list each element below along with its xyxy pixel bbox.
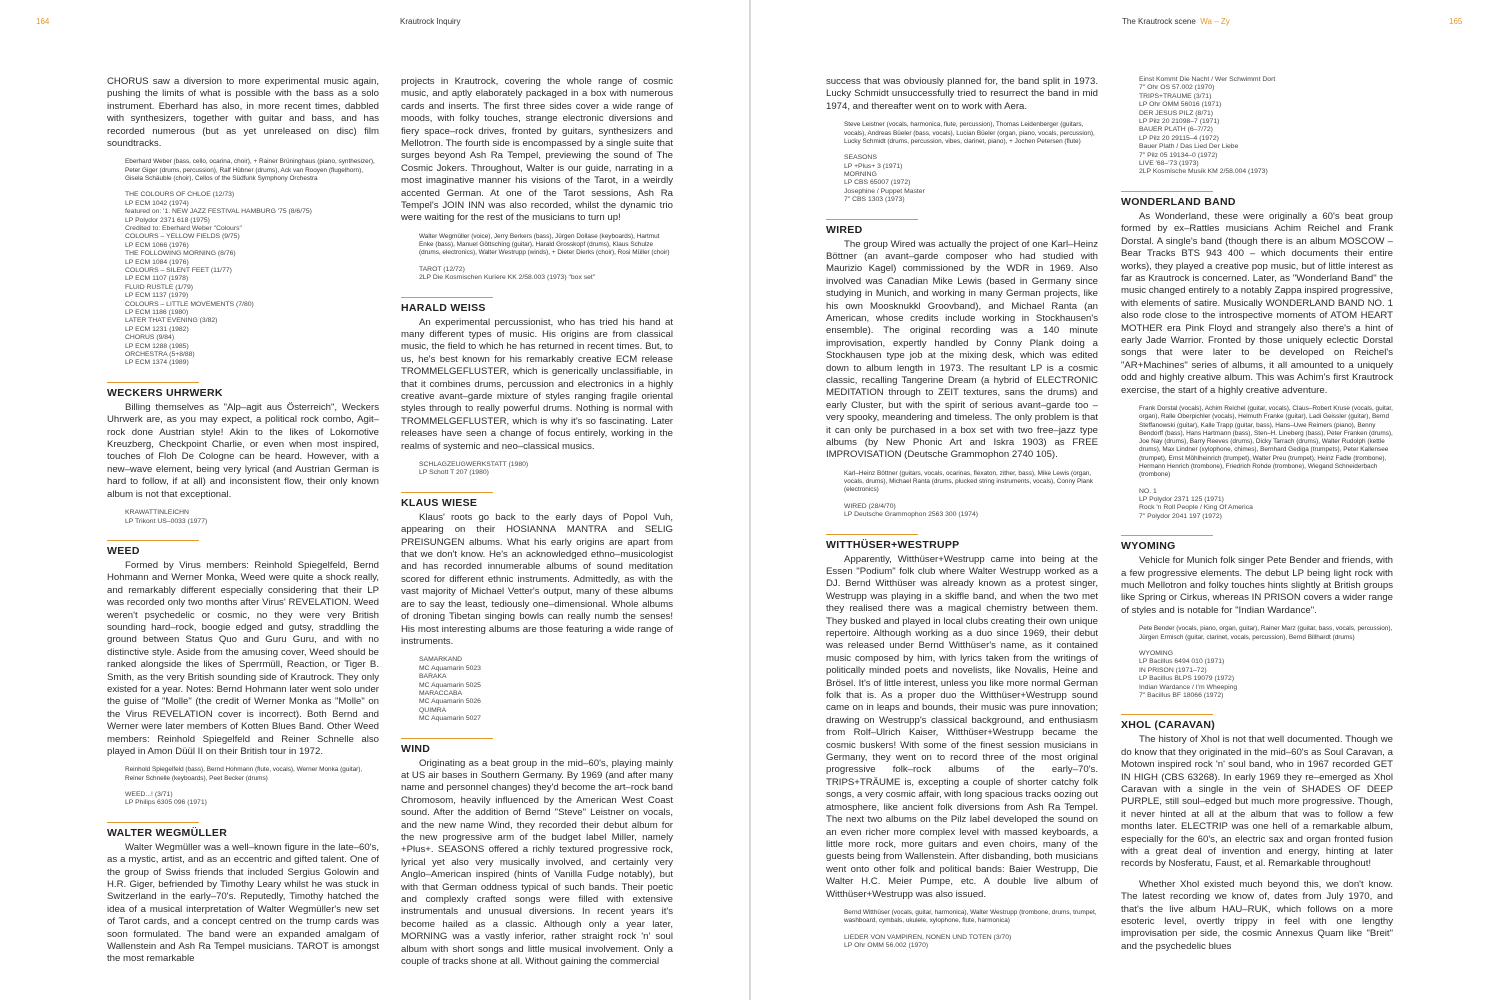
credits: Bernd Witthüser (vocals, guitar, harmonica), Walter Westrupp (trombone, drums, trumpet, washboard, cymbals, ukulele, xylophone, flute, harmonica) bbox=[844, 908, 1097, 925]
discography-line: LP +Plus+ 3 (1971) bbox=[844, 162, 903, 170]
left-page bbox=[0, 0, 749, 1000]
credits: Frank Dorstal (vocals), Achim Reichel (guitar, vocals), Claus–Robert Kruse (vocals, guitar, organ), Ralle Oberpichler (vocals), Helmuth Franke (guitar), Ladi Geissler (guitar), Bernd Steffanowski (guitar), Kalle Trapp (guitar, bass), Hans–Uwe Reimers (piano), Benny Bendorff (bass), Hans Hartmann (bass), Sten–H. Lineberg (bass), Peter Franken (drums), Joe Nay (drums), Barry Reeves (drums), Dicky Tarrach (drums), Walter Rudolph (kettle drums), Max Lindner (xylophone, chimes), Bernhard Gediga (trumpets), Peter Kallensee (trumpet), Ernst Möhlheinrich (trumpet), Walter Preu (trumpet), Heinz Fadle (trombone), Hermann Henrich (trombone), Friedrich Rohde (trombone), Wiegand Schneiderbach (trombone) bbox=[1139, 404, 1393, 479]
page-number-left: 164 bbox=[36, 17, 50, 26]
paragraph: An experimental percussionist, who has tried his hand at many different types of music. His origins are from classical music, the field to which he has returned in recent times. But, to us, he's best known for his remarkably creative ECM release TROMMELGEFLUSTER, which is generically unclassifiable, in that it combines drums, percussion and electronics in a highly creative avant–garde mixture of styles ranging fragile oriental styles through to really powerful drums. Nothing is normal with TROMMELGEFLUSTER, which is why it's so fascinating. Later releases have seen a change of focus entirely, working in the realms of systemic and neo–classical musics. bbox=[401, 316, 673, 452]
column-1 bbox=[107, 76, 379, 981]
discography-line: LP ECM 1107 (1978) bbox=[125, 275, 189, 283]
discography-line: WIRED (28/4/70) bbox=[844, 502, 896, 510]
section-heading-wyoming bbox=[1121, 535, 1393, 552]
discography-line: TAROT (12/72) bbox=[419, 265, 465, 273]
section-title: WITTHÜSER+WESTRUPP bbox=[826, 538, 960, 551]
discography bbox=[107, 509, 379, 526]
paragraph: Originating as a beat group in the mid–60's, playing mainly at US air bases in Southern Germany. By 1969 (and after many name and personnel changes) they'd become the art–rock band Chromosom, heavily influenced by the American West Coast sound. After the addition of Bernd "Steve" Leistner on vocals, and the new name Wind, they recorded their debut album for the new progressive arm of the budget label Miller, namely +Plus+. SEASONS offered a richly textured progressive rock, lyrical yet also very musically involved, and certainly very Anglo–American inspired (hints of Vanilla Fudge notably), but with that German oddness typical of such bands. Their poetic and complexly crafted songs were filled with extensive instrumentals and unusual diversions. In recent years it's become hailed as a classic. Although only a year later, MORNING was a vastly inferior, rather straight rock 'n' soul album with short songs and little musical involvement. Only a couple of tracks shone at all. Without gaining the commercial bbox=[401, 757, 673, 968]
discography-line: 7" Ohr OS 57.002 (1970) bbox=[1139, 84, 1215, 92]
discography bbox=[826, 934, 1098, 951]
discography-line: LP ECM 1137 (1979) bbox=[125, 292, 189, 300]
discography-line: THE COLOURS OF CHLOE (12/73) bbox=[125, 191, 235, 199]
section-heading-wired bbox=[826, 219, 1098, 236]
discography-line: MC Aquamarin 5023 bbox=[419, 664, 481, 672]
section-title: WYOMING bbox=[1121, 540, 1176, 553]
section-heading-weckers-uhrwerk bbox=[107, 382, 379, 399]
section-title: XHOL (CARAVAN) bbox=[1121, 719, 1216, 732]
discography-line: LP ECM 1374 (1989) bbox=[125, 359, 189, 367]
credits: Eberhard Weber (bass, cello, ocarina, choir), + Rainer Brüninghaus (piano, synthesizer), Peter Giger (drums, percussion), Ralf Hübner (drums), Ack van Rooyen (flugelhorn), Gisela Schäuble (choir), Cellos of the Südfunk Symphony Orchestra bbox=[125, 158, 375, 183]
discography-line: LIVE '68–'73 (1973) bbox=[1139, 160, 1199, 168]
discography-line: LATER THAT EVENING (3/82) bbox=[125, 317, 218, 325]
credits: Pete Bender (vocals, piano, organ, guitar), Rainer Marz (guitar, bass, vocals, percussion), Jürgen Ermisch (guitar, clarinet, vocals, percussion), Bernd Billhardt (drums) bbox=[1139, 625, 1393, 641]
paragraph: CHORUS saw a diversion to more experimental music again, pushing the limits of what is possible with the bass as a solo instrument. Eberhard has also, in more recent times, dabbled with synthesizers, together with guitar and bass, and has recorded numerous (but as yet unreleased on disc) film soundtracks. bbox=[107, 76, 379, 150]
discography-line: Josephine / Puppet Master bbox=[844, 187, 925, 195]
discography-line: LP ECM 1288 (1985) bbox=[125, 342, 189, 350]
heading-rule bbox=[826, 534, 918, 535]
running-title-right bbox=[1122, 17, 1230, 26]
discography-line: LP Philips 6305 096 (1971) bbox=[125, 799, 207, 807]
credits: Walter Wegmüller (voice), Jerry Berkers (bass), Jürgen Dollase (keyboards), Hartmut Enke (bass), Manuel Göttsching (guitar), Harald Grosskopf (drums), Klaus Schulze (drums, electronics), Walter Westrupp (winds), + Dieter Dierks (choir), Rosi Müller (choir) bbox=[419, 232, 670, 257]
discography-line: LP ECM 1186 (1980) bbox=[125, 309, 189, 317]
column-4 bbox=[1121, 76, 1393, 981]
discography-line: Bauer Plath / Das Lied Der Liebe bbox=[1139, 143, 1239, 151]
discography-line: LP Ohr OMM 56016 (1971) bbox=[1139, 101, 1222, 109]
discography-line: WYOMING bbox=[1139, 649, 1173, 657]
running-title-left: Krautrock Inquiry bbox=[400, 17, 461, 26]
section-title: WEED bbox=[107, 544, 140, 557]
heading-rule bbox=[107, 822, 199, 823]
discography-line: KRAWATTINLEICHN bbox=[125, 509, 189, 517]
discography-line: WEED...! (3/71) bbox=[125, 791, 173, 799]
section-heading-harald-weiss bbox=[401, 297, 673, 314]
section-heading-witthuser-westrupp bbox=[826, 534, 1098, 551]
section-heading-weed bbox=[107, 540, 379, 557]
discography bbox=[401, 266, 673, 283]
discography bbox=[1121, 650, 1393, 700]
discography bbox=[401, 656, 673, 723]
section-heading-klaus-wiese bbox=[401, 492, 673, 509]
discography-line: SAMARKAND bbox=[419, 656, 463, 664]
paragraph: projects in Krautrock, covering the whole range of cosmic music, and aptly elaborately packaged in a box with numerous cards and inserts. The first three sides cover a wide range of moods, with folky touches, strange electronic diversions and fiery space–rock drives, fronted by guitars, synthesizers and Mellotron. The fourth side is encompassed by a single suite that surges beyond Ash Ra Tempel, previewing the sound of The Cosmic Jokers. Throughout, Walter is our guide, narrating in a most imaginative manner his visions of the Tarot, in a weirdly accented German. At one of the Tarot sessions, Ash Ra Tempel's JOIN INN was also recorded, whilst the dynamic trio were waiting for the rest of the musicians to turn up! bbox=[401, 76, 673, 224]
section-title: WALTER WEGMÜLLER bbox=[107, 826, 228, 839]
paragraph: The group Wired was actually the project of one Karl–Heinz Böttner (an avant–garde composer who had studied with Maurizio Kagel) commissioned by the WDR in 1969. Also involved was Canadian Mike Lewis (based in Germany since studying in Munich, and working in many German projects, like his own Moosknukkl Groovband), and Michael Ranta (an American, whose credits include working in Stockhausen's ensemble). The original recording was a 140 minute improvisation, expertly handled by Conny Plank doing a Stockhausen type job at the mixing desk, which was edited down to album length in 1973. The resultant LP is a cosmic classic, recalling Tangerine Dream (a hybrid of ELECTRONIC MEDITATION through to ZEIT textures, sans the drums) and early Cluster, but with the spirit of serious avant–garde too – very spooky, meandering and timeless. The only problem is that it can only be purchased in a box set with two free–jazz type albums (by New Phonic Art and Iskra 1903) as FREE IMPROVISATION (Deutsche Grammophon 2740 105). bbox=[826, 238, 1098, 461]
discography-line: LP ECM 1042 (1974) bbox=[125, 199, 189, 207]
discography-line: SEASONS bbox=[844, 154, 877, 162]
discography-line: 2LP Die Kosmischen Kuriere KK 2/58.003 (1973) "box set" bbox=[419, 274, 596, 282]
section-heading-xhol-caravan bbox=[1121, 714, 1393, 731]
discography-line: LP ECM 1231 (1982) bbox=[125, 325, 189, 333]
section-title: WIND bbox=[401, 742, 431, 755]
discography-line: LP Deutsche Grammophon 2563 300 (1974) bbox=[844, 511, 979, 519]
discography-line: LP Bacillus BLPS 19079 (1972) bbox=[1139, 675, 1235, 683]
heading-rule bbox=[401, 297, 493, 298]
discography-line: MORNING bbox=[844, 170, 877, 178]
section-title: WONDERLAND BAND bbox=[1121, 195, 1236, 208]
section-title: KLAUS WIESE bbox=[401, 496, 478, 509]
discography bbox=[107, 791, 379, 808]
discography-line: BARAKA bbox=[419, 673, 447, 681]
paragraph: Whether Xhol existed much beyond this, we don't know. The latest recording we know of, dates from July 1970, and that's the live album HAU–RUK, which follows on a more esoteric level, overtly trippy in feel with one lengthy improvisation per side, the cosmic Annexus Quam like "Breit" and the psychedelic blues bbox=[1121, 878, 1393, 952]
column-3 bbox=[826, 76, 1098, 981]
discography-line: 2LP Kosmische Musik KM 2/58.004 (1973) bbox=[1139, 168, 1268, 176]
discography-line: BAUER PLATH (6–7/72) bbox=[1139, 126, 1213, 134]
credits: Karl–Heinz Böttner (guitars, vocals, ocarinas, flexaton, zither, bass), Mike Lewis (organ, vocals, drums), Michael Ranta (drums, plucked string instruments, vocals), Conny Plank (electronics) bbox=[844, 469, 1093, 494]
page-number-right: 165 bbox=[1449, 17, 1463, 26]
column-2 bbox=[401, 76, 673, 981]
heading-rule bbox=[1121, 714, 1213, 715]
paragraph: Formed by Virus members: Reinhold Spiegelfeld, Bernd Hohmann and Werner Monka, Weed were quite a shock really, and remarkably different especially considering that their LP was recorded only two months after Virus' REVELATION. Weed weren't psychedelic or cosmic, no they were very British sounding hard–rock, boogie edged and gutsy, straddling the ground between Status Quo and Guru Guru, and with no distinctive style. Aside from the amusing cover, Weed should be ranked alongside the likes of Sperrmüll, Reaction, or Tiger B. Smith, as the very British sounding side of Krautrock. They only existed for a year. Notes: Bernd Hohmann later went solo under the guise of "Molle" (the credit of Werner Monka as "Molle" on the Virus REVELATION cover is incorrect). Both Bernd and Werner were later members of Kotten Blues Band. Other Weed members: Reinhold Spiegelfeld and Reiner Schnelle also played in Amon Düül II on their British tour in 1972. bbox=[107, 559, 379, 758]
heading-rule bbox=[401, 738, 493, 739]
discography-line: Indian Wardance / I'm Wheeping bbox=[1139, 683, 1238, 691]
discography bbox=[401, 461, 673, 478]
discography-line: 7" CBS 1303 (1973) bbox=[844, 196, 905, 204]
discography-line: MC Aquamarin 5026 bbox=[419, 698, 481, 706]
paragraph: Vehicle for Munich folk singer Pete Bender and friends, with a few progressive elements. The debut LP being light rock with much Mellotron and folky touches hints slightly at British groups like Spring or Cirkus, whereas IN PRISON covers a wider range of styles and is notable for "Indian Wardance". bbox=[1121, 555, 1393, 616]
heading-rule bbox=[401, 492, 493, 493]
heading-rule bbox=[1121, 535, 1213, 536]
discography-line: LP Ohr OMM 56.002 (1970) bbox=[844, 941, 929, 949]
discography-line: TRIPS+TRÄUME (3/71) bbox=[1139, 92, 1212, 100]
paragraph: As Wonderland, these were originally a 60's beat group formed by ex–Rattles musicians Achim Reichel and Frank Dorstal. A single's band (though there is an album MOSCOW – Bear Tracks BTS 943 400 – which documents their entire works), they played a creative pop music, but of little interest as far as Krautrock is concerned. Later, as "Wonderland Band" the music changed entirely to a notably Zappa inspired progressive, with elements of satire. Musically WONDERLAND BAND NO. 1 also rode close to the introspective moments of ATOM HEART MOTHER era Pink Floyd and strangely also there's a hint of early Jade Warrior. Fronted by those uniquely eclectic Dorstal songs that were later to be developed on Reichel's "AR+Machines" series of albums, it all amounted to a uniquely odd and highly creative album. This was Achim's first Krautrock exercise, the start of a highly creative adventure. bbox=[1121, 210, 1393, 396]
discography-line: LP Polydor 2371 618 (1975) bbox=[125, 216, 210, 224]
section-title: WIRED bbox=[826, 223, 863, 236]
discography-line: MC Aquamarin 5025 bbox=[419, 681, 481, 689]
discography-line: LP Polydor 2371 125 (1971) bbox=[1139, 496, 1224, 504]
discography-line: MARACCABA bbox=[419, 689, 463, 697]
paragraph: Apparently, Witthüser+Westrupp came into being at the Essen "Podium" folk club where Walter Westrupp worked as a DJ. Bernd Witthüser was already known as a protest singer, Westrupp was playing in a skiffle band, and when the two met they realised there was a magical chemistry between them. They busked and played in local clubs creating their own unique repertoire. Although working as a duo since 1969, their debut was released under Bernd Witthüser's name, as it contained music composed by him, with lyrics taken from the writings of politically minded poets and novelists, like Novalis, Heine and Brösel. It's of little interest, unless you like more normal German folk that is. As a proper duo the Witthüser+Westrupp sound came on in leaps and bounds, their music was pure innovation; drawing on Westrupp's classical background, and enthusiasm from Rolf–Ulrich Kaiser, Witthüser+Westrupp became the cosmic buskers! With some of the finest session musicians in Germany, they went on to record three of the most original progressive folk–rock albums of the early–70's. TRIPS+TRÄUME is, excepting a couple of shorter catchy folk songs, a very cosmic affair, with long spacious tracks oozing out atmosphere, like ancient folk diversions from Ash Ra Tempel. The next two albums on the Pilz label developed the sound on an even richer more complex level with massed keyboards, a little more rock, more guitars and even choirs, many of the guests being from Wallenstein. After disbanding, both musicians went onto other folk and political bands: Baier Westrupp, Die Walter H.C. Meier Pumpe, etc. A double live album of Witthüser+Westrupp was also issued. bbox=[826, 553, 1098, 900]
right-page bbox=[751, 0, 1500, 1000]
discography-line: Credited to: Eberhard Weber "Colours" bbox=[125, 224, 242, 232]
discography-line: COLOURS – YELLOW FIELDS (9/75) bbox=[125, 233, 240, 241]
discography-line: QUIMRA bbox=[419, 706, 447, 714]
discography-line: NO. 1 bbox=[1139, 487, 1157, 495]
discography-line: CHORUS (9/84) bbox=[125, 334, 175, 342]
discography-line: MC Aquamarin 5027 bbox=[419, 715, 481, 723]
discography-line: LIEDER VON VAMPIREN, NONEN UND TOTEN (3/70) bbox=[844, 933, 1012, 941]
discography-line: LP Pilz 20 29115–4 (1972) bbox=[1139, 134, 1219, 142]
discography-line: LP Schott T 207 (1980) bbox=[419, 469, 489, 477]
heading-rule bbox=[107, 540, 199, 541]
section-heading-walter-wegmuller bbox=[107, 822, 379, 839]
discography-line: Einst Kommt Die Nacht / Wer Schwimmt Dort bbox=[1139, 76, 1276, 83]
paragraph: The history of Xhol is not that well documented. Though we do know that they originated in the mid–60's as Soul Caravan, a Motown inspired rock 'n' soul band, who in 1967 recorded GET IN HIGH (CBS 63268). In early 1969 they re–emerged as Xhol Caravan with a single in the vein of SHADES OF DEEP PURPLE, still soul–edged but much more progressive. Though, it never hinted at all at the album that was to follow a few months later. ELECTRIP was one hell of a remarkable album, especially for the 60's, an electric sax and organ fronted fusion with a great deal of invention and energy, hinting at later records by Nosferatu, Faust, et al. Remarkable throughout! bbox=[1121, 734, 1393, 870]
discography-line: 7" Pilz 05 19134–0 (1972) bbox=[1139, 151, 1218, 159]
discography-line: 7" Polydor 2041 197 (1972) bbox=[1139, 512, 1222, 520]
discography bbox=[1121, 488, 1393, 522]
running-range: Wa – Zy bbox=[1200, 17, 1230, 26]
discography-line: COLOURS – LITTLE MOVEMENTS (7/80) bbox=[125, 300, 254, 308]
paragraph: Klaus' roots go back to the early days of Popol Vuh, appearing on their HOSIANNA MANTRA and SELIG PREISUNGEN albums. What his early origins are apart from that we don't know. He's an acknowledged ethno–musicologist and has recorded innumerable albums of sound meditation scored for different ethnic instruments. Admittedly, as with the vast majority of Michael Vetter's output, many of these albums are to say the least, tediously one–dimensional. Whole albums of droning Tibetan singing bowls can really numb the senses! His most interesting albums are those featuring a wide range of instruments. bbox=[401, 511, 673, 647]
discography-line: LP ECM 1084 (1976) bbox=[125, 258, 189, 266]
discography-line: LP Trikont US–0033 (1977) bbox=[125, 517, 208, 525]
discography-line: COLOURS – SILENT FEET (11/77) bbox=[125, 266, 232, 274]
discography-line: LP ECM 1066 (1976) bbox=[125, 241, 189, 249]
discography-line: LP CBS 65007 (1972) bbox=[844, 179, 911, 187]
credits: Reinhold Spiegelfeld (bass), Bernd Hohmann (flute, vocals), Werner Monka (guitar), Reiner Schnelle (keyboards), Peet Becker (drums) bbox=[125, 766, 363, 782]
discography-line: DER JESUS PILZ (8/71) bbox=[1139, 109, 1214, 117]
running-title-text: The Krautrock scene bbox=[1122, 17, 1196, 26]
section-heading-wonderland-band bbox=[1121, 191, 1393, 208]
discography-line: LP Pilz 20 21098–7 (1971) bbox=[1139, 118, 1220, 126]
discography-line: LP Bacillus 6494 010 (1971) bbox=[1139, 658, 1225, 666]
heading-rule bbox=[1121, 191, 1213, 192]
discography-line: SCHLAGZEUGWERKSTATT (1980) bbox=[419, 461, 529, 469]
paragraph: success that was obviously planned for, the band split in 1973. Lucky Schmidt unsuccessfully tried to resurrect the band in mid 1974, and thereafter went on to work with Aera. bbox=[826, 76, 1098, 112]
discography bbox=[107, 191, 379, 368]
discography-line: FLUID RUSTLE (1/79) bbox=[125, 283, 193, 291]
discography-line: THE FOLLOWING MORNING (8/76) bbox=[125, 250, 236, 258]
section-heading-wind bbox=[401, 738, 673, 755]
section-title: HARALD WEISS bbox=[401, 301, 486, 314]
discography-line: 7" Bacillus BF 18066 (1972) bbox=[1139, 691, 1224, 699]
paragraph: Billing themselves as "Alp–agit aus Österreich", Weckers Uhrwerk are, as you may expect, a political rock combo, Agit–rock done Austrian style! Akin to the likes of Lokomotive Kreuzberg, Checkpoint Charlie, or even when most inspired, touches of Floh De Cologne can be heard. However, with a new–wave element, being very lyrical (and Austrian German is hard to follow, if at all) and inconsistent flow, their only known album is not that exceptional. bbox=[107, 401, 379, 500]
heading-rule bbox=[826, 219, 918, 220]
discography bbox=[826, 154, 1098, 204]
discography-line: ORCHESTRA (5+8/88) bbox=[125, 351, 195, 359]
credits: Steve Leistner (vocals, harmonica, flute, percussion), Thomas Leidenberger (guitars, vocals), Andreas Büeler (bass, vocals), Lucian Büeler (organ, piano, vocals, percussion), Lucky Schmidt (drums, percussion, vibes, clarinet, piano), + Jochen Petersen (flute) bbox=[844, 121, 1095, 145]
discography bbox=[826, 503, 1098, 520]
discography-line: featured on: '1. NEW JAZZ FESTIVAL HAMBURG '75 (8/6/75) bbox=[125, 208, 312, 216]
discography bbox=[1121, 76, 1393, 177]
discography-line: Rock 'n Roll People / King Of America bbox=[1139, 504, 1253, 512]
heading-rule bbox=[107, 382, 199, 383]
discography-line: IN PRISON (1971–72) bbox=[1139, 666, 1207, 674]
paragraph: Walter Wegmüller was a well–known figure in the late–60's, as a mystic, artist, and as an eccentric and gifted talent. One of the group of Swiss friends that included Sergius Golowin and H.R. Giger, befriended by Timothy Leary whilst he was stuck in Switzerland in the early–70's. Reputedly, Timothy hatched the idea of a musical interpretation of Walter Wegmüller's new set of Tarot cards, and a concept centred on the trump cards was soon formulated. The band were an expanded amalgam of Wallenstein and Ash Ra Tempel musicians. TAROT is amongst the most remarkable bbox=[107, 841, 379, 965]
section-title: WECKERS UHRWERK bbox=[107, 386, 223, 399]
